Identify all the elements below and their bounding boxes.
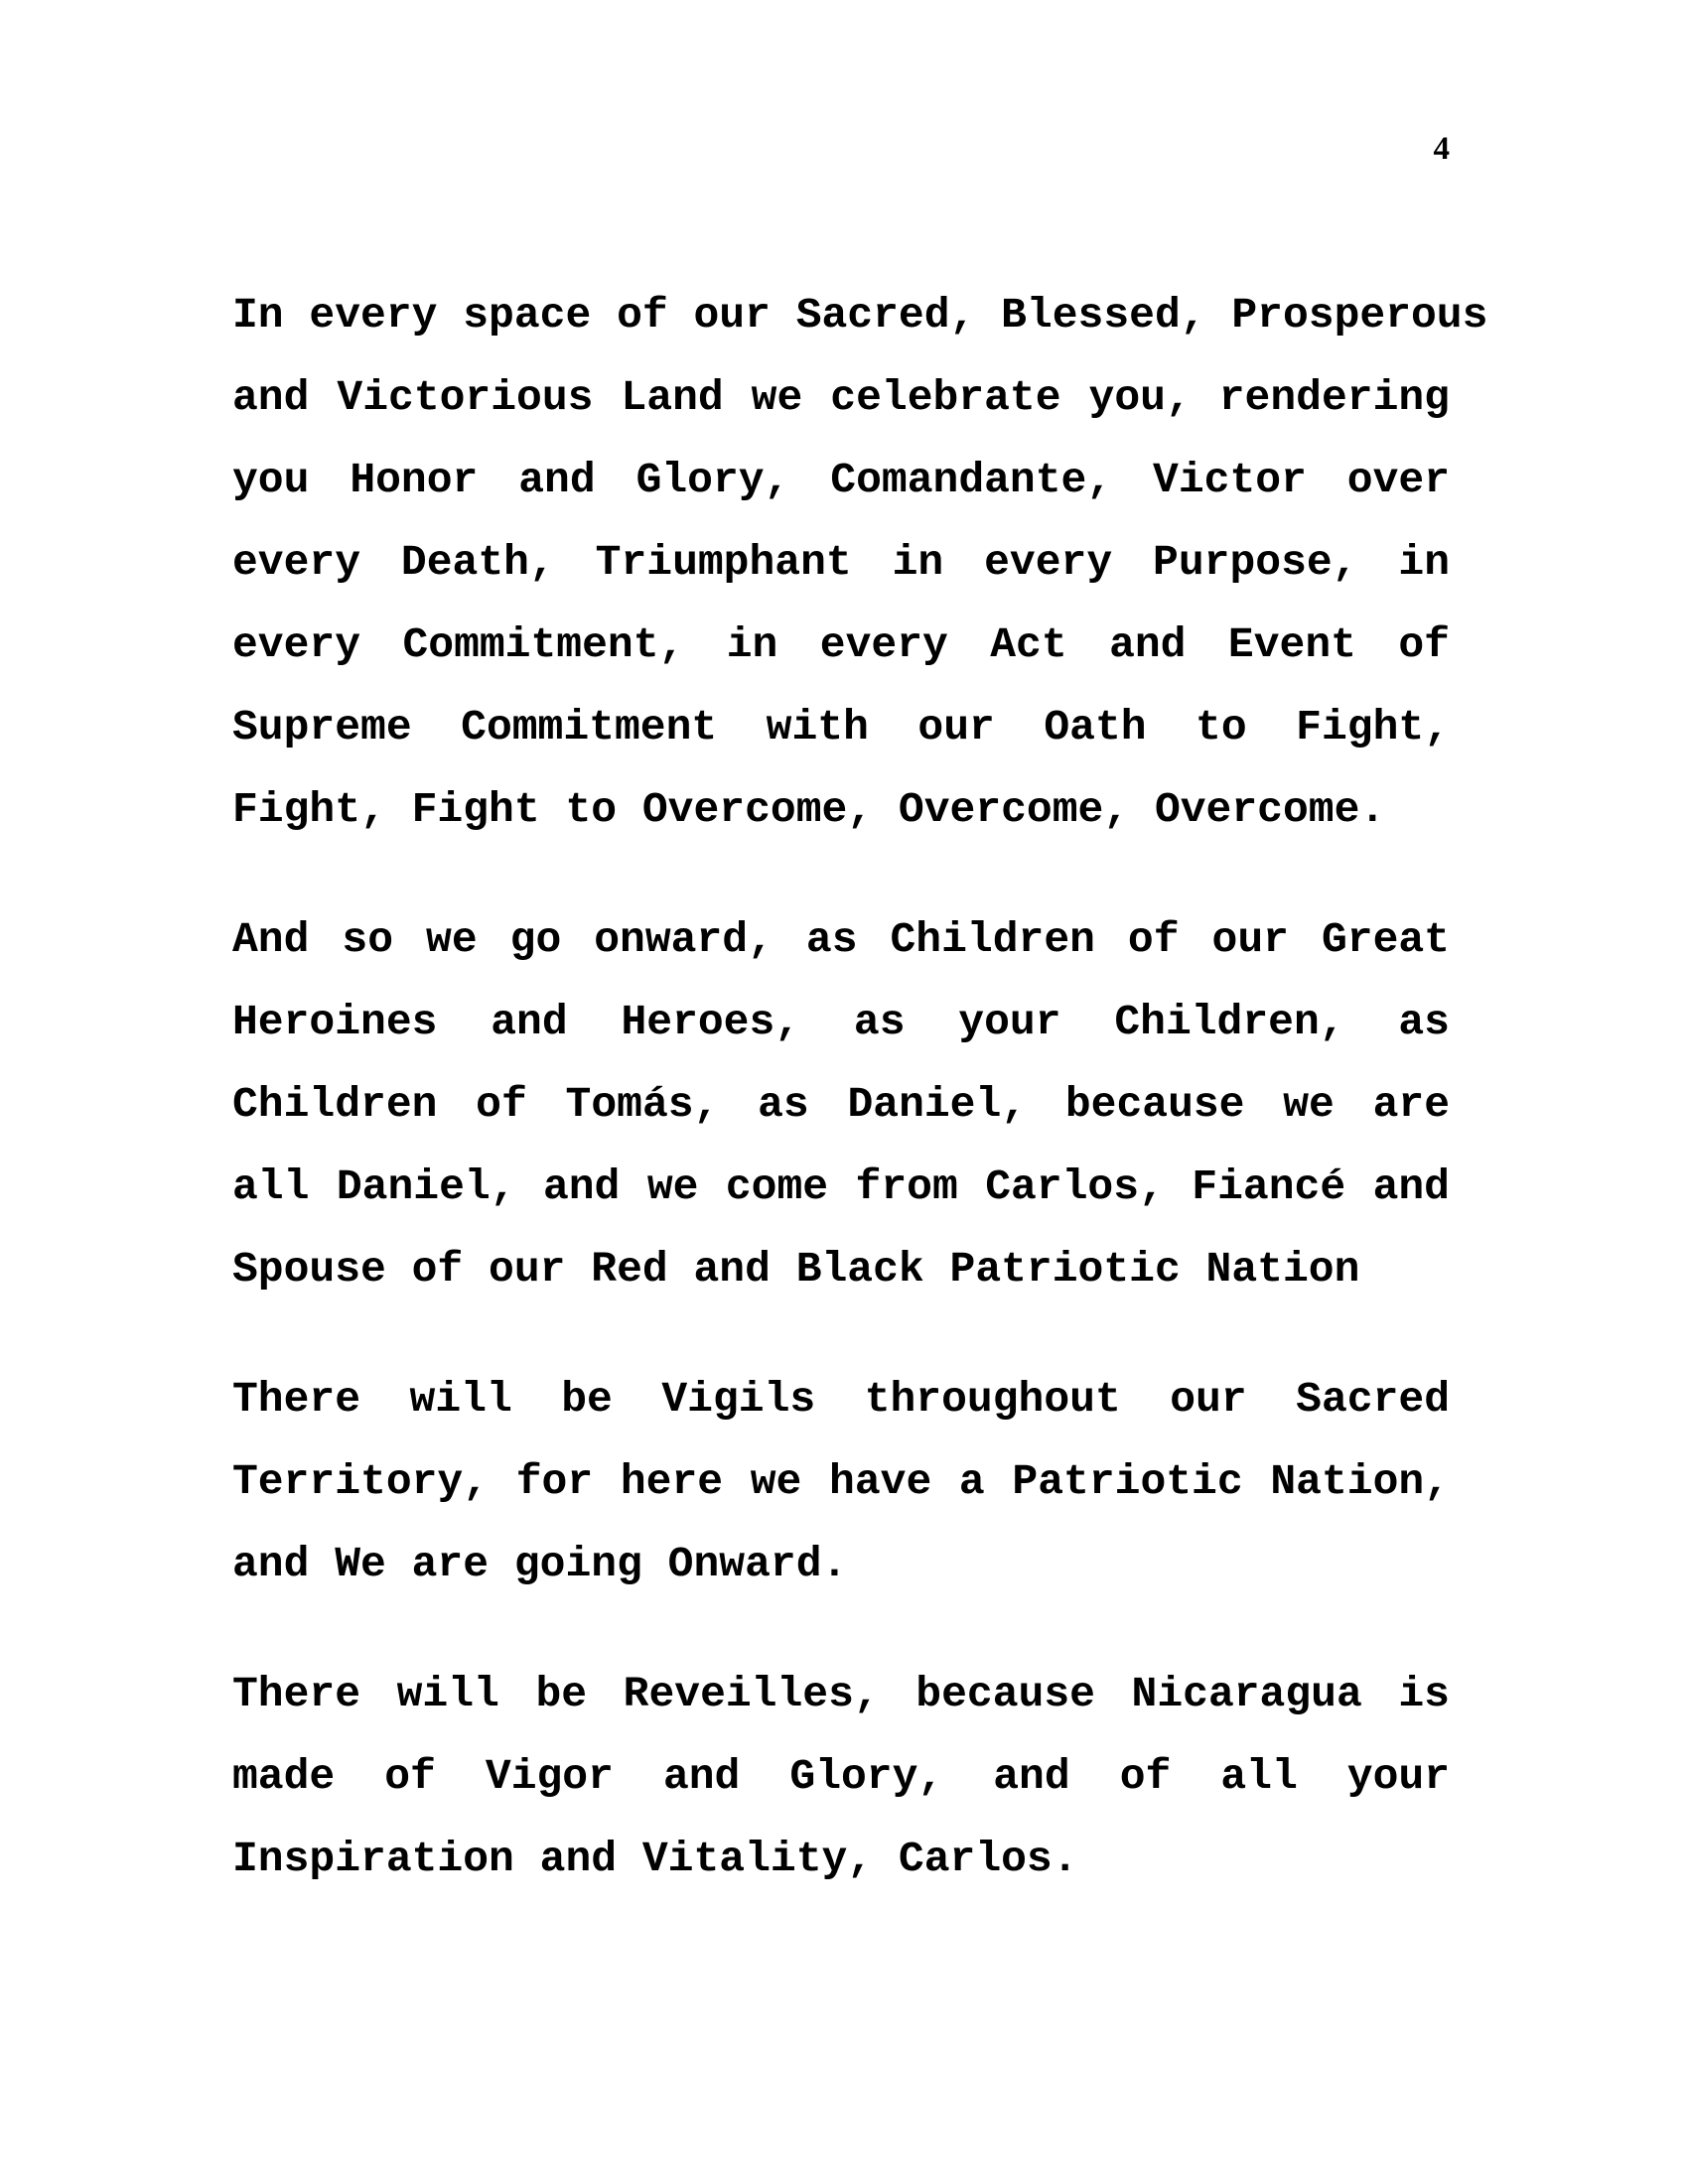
paragraph-4 [232, 1653, 1450, 1900]
text-line: you Honor and Glory, Comandante, Victor over [232, 456, 1450, 504]
text-line: Children of Tomás, as Daniel, because we are [232, 1080, 1450, 1129]
text-line: And so we go onward, as Children of our Great [232, 915, 1450, 964]
text-line: and We are going Onward. [232, 1540, 848, 1588]
text-line: Inspiration and Vitality, Carlos. [232, 1835, 1078, 1883]
page-number: 4 [1433, 131, 1450, 167]
text-line: Supreme Commitment with our Oath to Fight, [232, 703, 1450, 751]
text-line: Spouse of our Red and Black Patriotic Nation [232, 1245, 1360, 1294]
paragraph-2 [232, 898, 1450, 1310]
text-line: Heroines and Heroes, as your Children, as [232, 998, 1450, 1046]
text-line: There will be Reveilles, because Nicaragua is [232, 1670, 1450, 1718]
text-line: There will be Vigils throughout our Sacred [232, 1375, 1450, 1424]
paragraph-3 [232, 1358, 1450, 1605]
paragraph-1 [232, 274, 1488, 851]
text-line: made of Vigor and Glory, and of all your [232, 1752, 1450, 1801]
text-line: every Commitment, in every Act and Event of [232, 620, 1450, 669]
document-body [232, 274, 1488, 1948]
text-line: and Victorious Land we celebrate you, rendering [232, 373, 1450, 422]
text-line: all Daniel, and we come from Carlos, Fiancé and [232, 1162, 1450, 1211]
text-line: Territory, for here we have a Patriotic Nation, [232, 1457, 1450, 1506]
text-line: Fight, Fight to Overcome, Overcome, Overcome. [232, 785, 1386, 834]
text-line: every Death, Triumphant in every Purpose, in [232, 538, 1450, 587]
text-line: In every space of our Sacred, Blessed, Prosperous [232, 291, 1488, 340]
